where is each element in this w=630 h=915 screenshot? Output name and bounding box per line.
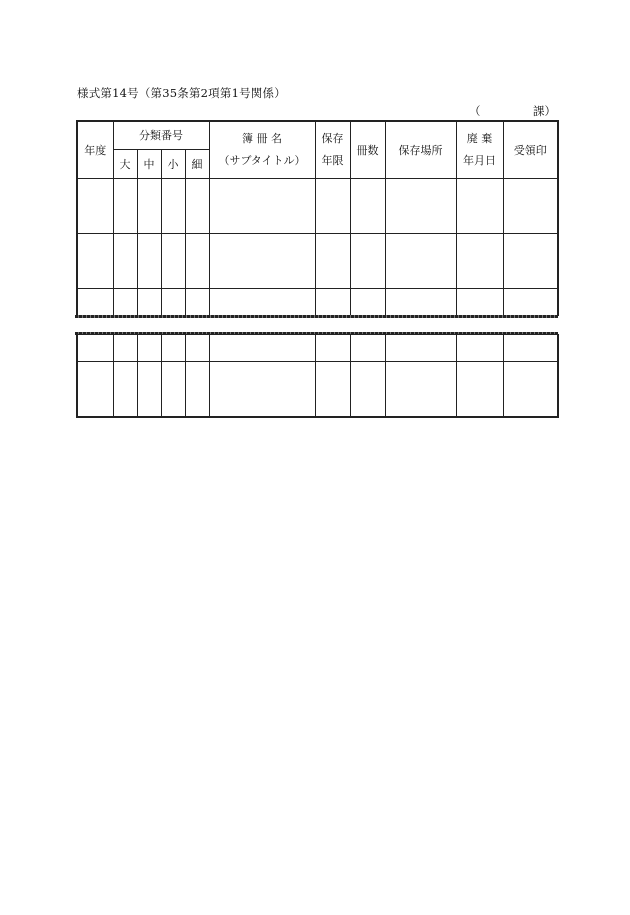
ledger-cell[interactable] (209, 233, 315, 288)
header-class-medium: 中 (137, 149, 161, 178)
ledger-cell[interactable] (137, 178, 161, 233)
disposal-char: 廃 (466, 131, 478, 145)
ledger-cell[interactable] (385, 335, 456, 362)
header-class-large: 大 (113, 149, 137, 178)
ledger-cell[interactable] (456, 288, 503, 315)
header-retention (315, 121, 350, 178)
ledger-cell[interactable] (209, 178, 315, 233)
ledger-cell[interactable] (113, 335, 137, 362)
header-class-small: 小 (161, 149, 185, 178)
ledger-cell[interactable] (113, 178, 137, 233)
ledger-row (77, 335, 558, 362)
retention-line2: 年限 (321, 153, 344, 167)
ledger-cell[interactable] (185, 233, 209, 288)
form-title: 様式第14号（第35条第2項第1号関係） (77, 86, 286, 100)
header-row-1 (77, 121, 558, 149)
ledger-cell[interactable] (503, 233, 558, 288)
ledger-cell[interactable] (350, 233, 385, 288)
ledger-cell[interactable] (185, 288, 209, 315)
ledger-cell[interactable] (161, 233, 185, 288)
ledger-cell[interactable] (315, 335, 350, 362)
header-class-detail: 細 (185, 149, 209, 178)
ledger-cell[interactable] (185, 362, 209, 417)
book-name-char: 冊 (256, 131, 268, 145)
ledger-cell[interactable] (137, 233, 161, 288)
ledger-cell[interactable] (315, 178, 350, 233)
ledger-cell[interactable] (77, 178, 113, 233)
ledger-cell[interactable] (385, 288, 456, 315)
header-year: 年度 (77, 121, 113, 178)
ledger-cell[interactable] (503, 335, 558, 362)
ledger-cell[interactable] (503, 288, 558, 315)
ledger-cell[interactable] (209, 335, 315, 362)
section-suffix: 課） (533, 104, 556, 118)
ledger-row (77, 362, 558, 417)
ledger-cell[interactable] (350, 335, 385, 362)
ledger-cell[interactable] (113, 362, 137, 417)
ledger-cell[interactable] (77, 233, 113, 288)
header-book-name (209, 121, 315, 178)
ledger-cell[interactable] (137, 335, 161, 362)
ledger-row (77, 233, 558, 288)
book-name-char: 簿 (242, 131, 253, 145)
book-name-label (210, 128, 315, 150)
ledger-cell[interactable] (137, 362, 161, 417)
header-disposal-date (456, 121, 503, 178)
ledger-cell[interactable] (137, 288, 161, 315)
ledger-row (77, 178, 558, 233)
ledger-body-top (77, 178, 558, 315)
header-storage: 保存場所 (385, 121, 456, 178)
ledger-cell[interactable] (77, 288, 113, 315)
ledger-cell[interactable] (161, 362, 185, 417)
ledger-cell[interactable] (350, 288, 385, 315)
section-open-paren: （ (469, 104, 481, 118)
table-break-line-top (75, 315, 558, 318)
ledger-cell[interactable] (113, 288, 137, 315)
ledger-body-bottom (77, 335, 558, 417)
ledger-cell[interactable] (315, 362, 350, 417)
ledger-cell[interactable] (385, 178, 456, 233)
ledger-cell[interactable] (161, 335, 185, 362)
header-receipt-seal: 受領印 (503, 121, 558, 178)
ledger-cell[interactable] (456, 178, 503, 233)
ledger-cell[interactable] (315, 233, 350, 288)
ledger-cell[interactable] (209, 288, 315, 315)
ledger-cell[interactable] (161, 288, 185, 315)
ledger-table-bottom (76, 334, 559, 418)
header-volumes: 冊数 (350, 121, 385, 178)
ledger-table-top (76, 120, 559, 316)
subtitle-label: （サブタイトル） (218, 153, 306, 167)
ledger-cell[interactable] (456, 362, 503, 417)
ledger-cell[interactable] (77, 362, 113, 417)
ledger-cell[interactable] (503, 362, 558, 417)
disposal-char: 棄 (481, 131, 493, 145)
disposal-label (457, 128, 503, 150)
ledger-cell[interactable] (209, 362, 315, 417)
ledger-cell[interactable] (456, 335, 503, 362)
ledger-cell[interactable] (503, 178, 558, 233)
ledger-cell[interactable] (77, 335, 113, 362)
ledger-cell[interactable] (385, 233, 456, 288)
disposal-line2: 年月日 (463, 153, 496, 167)
ledger-cell[interactable] (350, 362, 385, 417)
ledger-cell[interactable] (161, 178, 185, 233)
retention-line1: 保存 (321, 131, 344, 145)
ledger-cell[interactable] (185, 335, 209, 362)
ledger-cell[interactable] (350, 178, 385, 233)
book-name-char: 名 (271, 131, 282, 145)
ledger-cell[interactable] (113, 233, 137, 288)
ledger-cell[interactable] (185, 178, 209, 233)
header-classification: 分類番号 (113, 121, 209, 149)
ledger-cell[interactable] (385, 362, 456, 417)
ledger-cell[interactable] (456, 233, 503, 288)
ledger-row (77, 288, 558, 315)
ledger-cell[interactable] (315, 288, 350, 315)
